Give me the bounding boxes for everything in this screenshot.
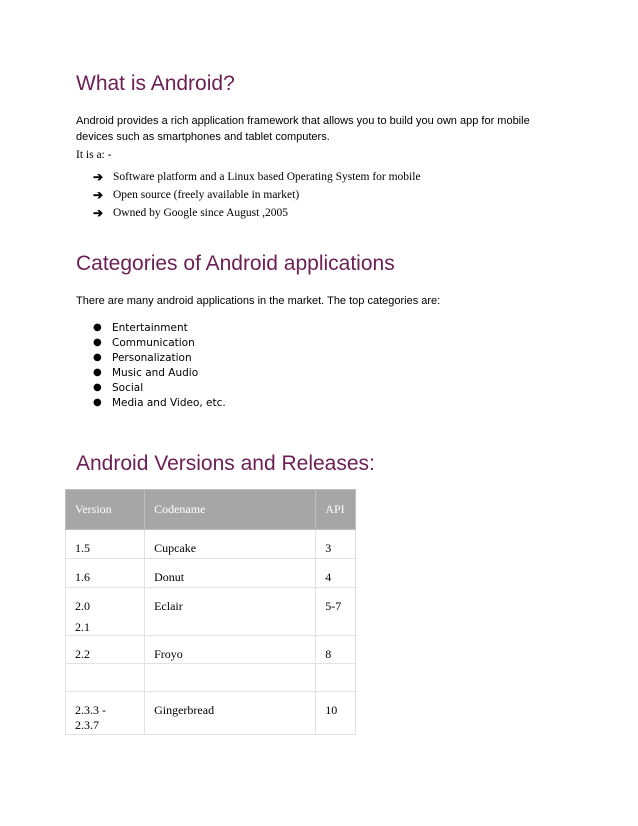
cell-codename: [145, 664, 316, 692]
cell-api: 3: [316, 530, 356, 559]
version-line: 2.1: [75, 620, 90, 634]
bullet-icon: ●: [93, 397, 102, 408]
heading-categories: Categories of Android applications: [76, 252, 395, 275]
table-row: [66, 530, 356, 559]
version-line: 2.0: [75, 599, 90, 613]
cell-codename: Froyo: [145, 636, 316, 664]
cell-codename: Gingerbread: [145, 692, 316, 735]
table-row: [66, 588, 356, 636]
right-arrow-icon: ➔: [93, 169, 104, 184]
feature-list: [93, 168, 421, 222]
table-row: [66, 636, 356, 664]
lead-text: It is a: -: [76, 149, 112, 161]
heading-what-is-android: What is Android?: [76, 72, 235, 95]
column-header-version: Version: [66, 490, 145, 530]
bullet-icon: ●: [93, 367, 102, 378]
bullet-icon: ●: [93, 322, 102, 333]
list-item: ● Entertainment: [93, 321, 188, 334]
list-item: ➔ Open source (freely available in market): [93, 187, 300, 202]
cell-codename: Donut: [145, 559, 316, 588]
version-line: 2.3.7: [75, 718, 99, 732]
right-arrow-icon: ➔: [93, 187, 104, 202]
cell-version: [66, 588, 145, 636]
cell-api: 4: [316, 559, 356, 588]
list-item: ● Social: [93, 381, 144, 394]
bullet-icon: ●: [93, 337, 102, 348]
list-item: ● Music and Audio: [93, 366, 199, 379]
cell-api: 8: [316, 636, 356, 664]
table-row: [66, 664, 356, 692]
version-line: 2.3.3 -: [75, 703, 106, 717]
cell-api: [316, 664, 356, 692]
cell-codename: Cupcake: [145, 530, 316, 559]
versions-table: [65, 489, 356, 735]
list-item: ● Communication: [93, 336, 195, 349]
column-header-codename: Codename: [145, 490, 316, 530]
table-row: [66, 559, 356, 588]
cell-version: 2.2: [66, 636, 145, 664]
cell-version: [66, 664, 145, 692]
right-arrow-icon: ➔: [93, 205, 104, 220]
list-item: ➔ Software platform and a Linux based Operating System for mobile: [93, 169, 421, 184]
cell-version: 1.6: [66, 559, 145, 588]
table-header-row: [66, 490, 356, 530]
bullet-icon: ●: [93, 382, 102, 393]
cell-version: 1.5: [66, 530, 145, 559]
list-item: ● Media and Video, etc.: [93, 396, 226, 409]
cell-version: [66, 692, 145, 735]
list-item: ● Personalization: [93, 351, 192, 364]
intro-paragraph: Android provides a rich application framework that allows you to build you own app for mobile devices such as smartphones and tablet computers.: [76, 115, 530, 143]
cell-api: 5-7: [316, 588, 356, 636]
categories-intro: There are many android applications in the market. The top categories are:: [76, 295, 441, 307]
bullet-icon: ●: [93, 352, 102, 363]
cell-api: 10: [316, 692, 356, 735]
list-item: ➔ Owned by Google since August ,2005: [93, 205, 289, 220]
table-row: [66, 692, 356, 735]
heading-versions: Android Versions and Releases:: [76, 452, 375, 475]
column-header-api: API: [316, 490, 356, 530]
cell-codename: Eclair: [145, 588, 316, 636]
categories-list: [93, 320, 226, 410]
